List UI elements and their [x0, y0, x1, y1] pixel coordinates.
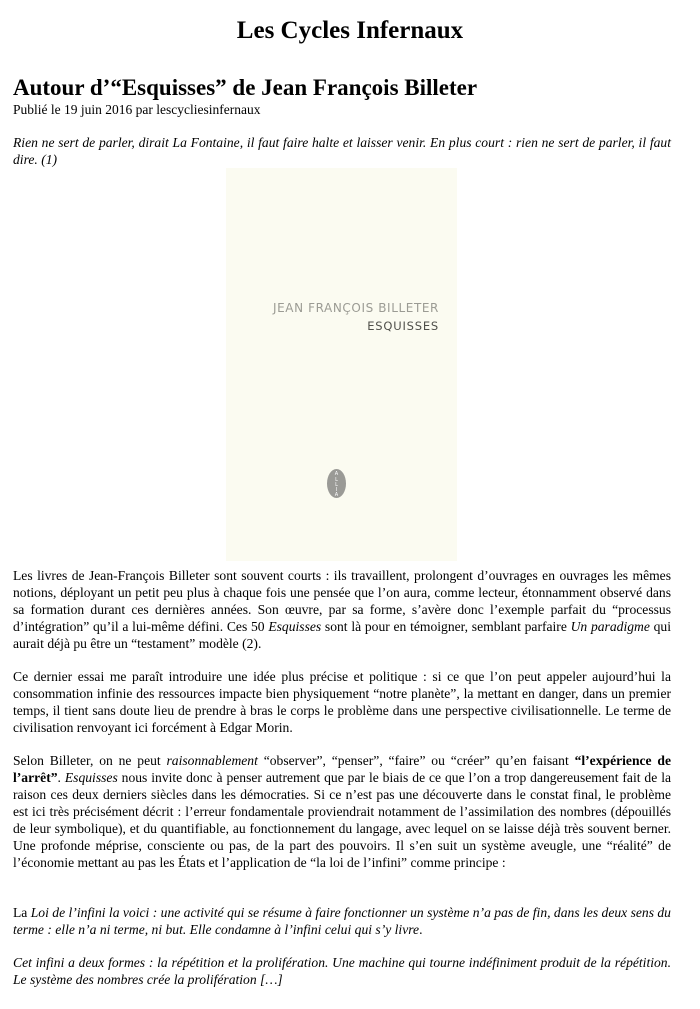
publisher-logo-icon — [327, 469, 346, 498]
logo-letter: L — [335, 477, 338, 483]
paragraph-3 — [13, 752, 671, 871]
footnote-ref-1: (1) — [41, 152, 58, 167]
italic-text: raisonnablement — [166, 753, 258, 768]
epigraph-text: Rien ne sert de parler, dirait La Fontaine, il faut faire halte et laisser venir. En plus court : rien ne sert de parler, il faut dire. — [13, 135, 671, 167]
italic-text: Un paradigme — [570, 619, 650, 634]
text: Selon Billeter, on ne peut — [13, 753, 167, 768]
logo-letter: A — [334, 492, 339, 498]
text: sont là pour en témoigner, semblant parfaire — [321, 619, 571, 634]
quote-2: Cet infini a deux formes : la répétition et la prolifération. Une machine qui tourne indéfiniment produit de la répétition. Le système des nombres crée la prolifération […] — [13, 955, 671, 987]
italic-text: Esquisses — [268, 619, 322, 634]
logo-letter: L — [335, 482, 338, 488]
text: . — [419, 922, 423, 937]
site-title[interactable]: Les Cycles Infernaux — [236, 17, 464, 44]
logo-letter: A — [334, 471, 339, 477]
epigraph — [13, 134, 671, 168]
text: Les livres de Jean-François Billeter sont souvent courts : ils travaillent, prolongent d’ouvrages en ouvrages les mêmes notions, déployant un petit peu plus à chaque fois une pensée que l’on aura, comme lecteur, étonnamment observé dans sa formation durant ces dernières années. Son œuvre, par sa forme, s’avère donc l’exemple parfait du “processus d’intégration” qu’il a lui-même défini. Ces 50 — [13, 568, 671, 634]
paragraph-2: Ce dernier essai me paraît introduire une idée plus précise et politique : si ce que l’on peut appeler aujourd’hui la consommation infinie des ressources impacte bien physiquement “notre planète”, la mettant en danger, dans un premier temps, il tient sans doute lieu de prendre à bras le corps le problème dans une perspective civilisationnelle. Le terme de civilisation renvoyant ici forcément à Edgar Morin. — [13, 669, 671, 735]
text: La — [13, 905, 31, 920]
text: nous invite donc à penser autrement que par le biais de ce que l’on a trop dangereusement fait de la raison ces deux derniers siècles dans les démocraties. Si ce n’est pas une découverte dans le constat final, le problème est ici très précisément décrit : l’erreur fondamentale proviendrait notamment de l’assimilation des nombres (dépouillés de leur symbolique), et du quantifiable, au fonctionnement du langage, avec lequel on se laisse déjà très souvent berner. Une profonde méprise, consciente ou pas, de la part des pouvoirs. Il s’en suit un système aveugle, une “réalité” de l’économie mettant au pas les États et l’application de “la loi de l’infini” comme principe : — [13, 770, 671, 870]
post-date[interactable]: 19 juin 2016 — [64, 102, 133, 117]
text: “observer”, “penser”, “faire” ou “créer” qu’en faisant — [257, 753, 575, 768]
cover-title: ESQUISSES — [367, 319, 439, 333]
post-title[interactable]: Autour d’“Esquisses” de Jean François Billeter — [13, 75, 478, 100]
logo-letter: I — [335, 487, 338, 493]
paragraph-1 — [13, 567, 671, 652]
cover-author: JEAN FRANÇOIS BILLETER — [272, 301, 439, 315]
bold-text: “l’expérience de l’arrêt” — [13, 753, 671, 785]
post-meta — [13, 101, 260, 118]
italic-text: Loi de l’infini la voici : une activité qui se résume à faire fonctionner un système n’a pas de fin, dans les deux sens du terme : elle n’a ni terme, ni but. Elle condamne à l’infini celui qui s’y livre — [13, 905, 671, 937]
text: qui aurait déjà pu être un “testament” modèle (2). — [13, 619, 671, 651]
text: . — [57, 770, 65, 785]
italic-text: Esquisses — [64, 770, 118, 785]
by-prefix: par — [135, 102, 153, 117]
post-author[interactable]: lescycliesinfernaux — [156, 102, 261, 117]
quote-1 — [13, 904, 671, 938]
published-prefix: Publié le — [13, 102, 61, 117]
book-cover-image — [226, 168, 457, 561]
